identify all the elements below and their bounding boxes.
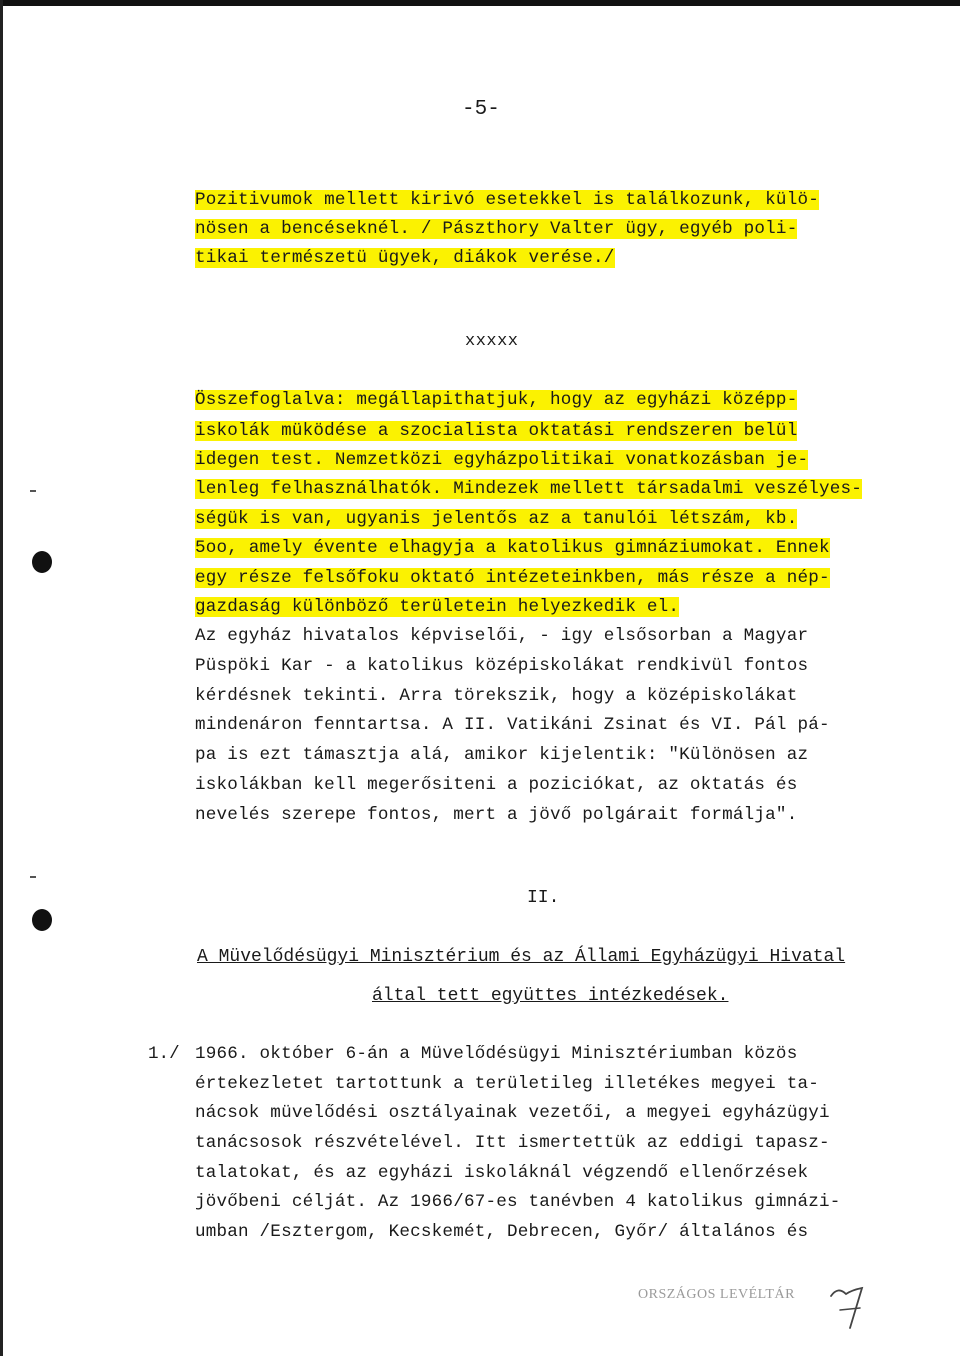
paragraph3-line: Püspöki Kar - a katolikus középiskolákat rendkivül fontos <box>195 656 809 676</box>
item-number: 1./ <box>148 1044 180 1064</box>
summary-line: ségük is van, ugyanis jelentős az a tanulói létszám, kb. <box>195 509 798 529</box>
item1-line: 1966. október 6-án a Müvelődésügyi Minisztériumban közös <box>195 1044 798 1064</box>
section-number: II. <box>527 888 560 908</box>
item1-line: értekezletet tartottunk a területileg illetékes megyei ta- <box>195 1074 819 1094</box>
paragraph1-line: tikai természetü ügyek, diákok verése./ <box>195 248 615 268</box>
handwritten-page-mark-icon <box>826 1282 876 1332</box>
item1-line: nácsok müvelődési osztályainak vezetői, a megyei egyházügyi <box>195 1103 830 1123</box>
summary-line: gazdaság különböző területein helyezkedik el. <box>195 597 680 617</box>
margin-mark <box>30 490 36 492</box>
paragraph3-line: iskolákban kell megerősiteni a poziciókat, az oktatás és <box>195 775 798 795</box>
item1-line: talatokat, és az egyházi iskoláknál végzendő ellenőrzések <box>195 1163 809 1183</box>
summary-line: Összefoglalva: megállapithatjuk, hogy az egyházi középp- <box>195 390 798 410</box>
summary-line: lenleg felhasználhatók. Mindezek mellett társadalmi veszélyes- <box>195 479 862 499</box>
paragraph1-line: Pozitivumok mellett kirivó esetekkel is találkozunk, külö- <box>195 190 819 210</box>
item1-line: umban /Esztergom, Kecskemét, Debrecen, Győr/ általános és <box>195 1222 809 1242</box>
summary-line: egy része felsőfoku oktató intézeteinkben, más része a nép- <box>195 568 830 588</box>
archive-stamp: ORSZÁGOS LEVÉLTÁR <box>638 1287 795 1302</box>
scan-left-edge <box>0 0 3 1356</box>
punch-hole-bottom <box>32 909 52 931</box>
paragraph3-line: mindenáron fenntartsa. A II. Vatikáni Zsinat és VI. Pál pá- <box>195 715 830 735</box>
section-separator: xxxxx <box>465 332 519 351</box>
paragraph3-line: Az egyház hivatalos képviselői, - igy elsősorban a Magyar <box>195 626 809 646</box>
section-heading-line2: által tett együttes intézkedések. <box>372 986 729 1006</box>
page-number: -5- <box>462 98 500 121</box>
summary-line: idegen test. Nemzetközi egyházpolitikai vonatkozásban je- <box>195 450 809 470</box>
paragraph3-line: nevelés szerepe fontos, mert a jövő polgárait formálja". <box>195 805 798 825</box>
summary-line: iskolák müködése a szocialista oktatási rendszeren belül <box>195 421 798 441</box>
paragraph1-line: nösen a bencéseknél. / Pászthory Valter ügy, egyéb poli- <box>195 219 798 239</box>
punch-hole-top <box>32 551 52 573</box>
item1-line: jövőbeni célját. Az 1966/67-es tanévben 4 katolikus gimnázi- <box>195 1192 841 1212</box>
margin-mark <box>30 876 36 878</box>
scan-top-border <box>0 0 960 6</box>
item1-line: tanácsosok részvételével. Itt ismertettük az eddigi tapasz- <box>195 1133 830 1153</box>
paragraph3-line: pa is ezt támasztja alá, amikor kijelentik: "Különösen az <box>195 745 809 765</box>
section-heading-line1: A Müvelődésügyi Minisztérium és az Állami Egyházügyi Hivatal <box>197 947 846 967</box>
paragraph3-line: kérdésnek tekinti. Arra törekszik, hogy a középiskolákat <box>195 686 798 706</box>
summary-line: 5oo, amely évente elhagyja a katolikus gimnáziumokat. Ennek <box>195 538 830 558</box>
